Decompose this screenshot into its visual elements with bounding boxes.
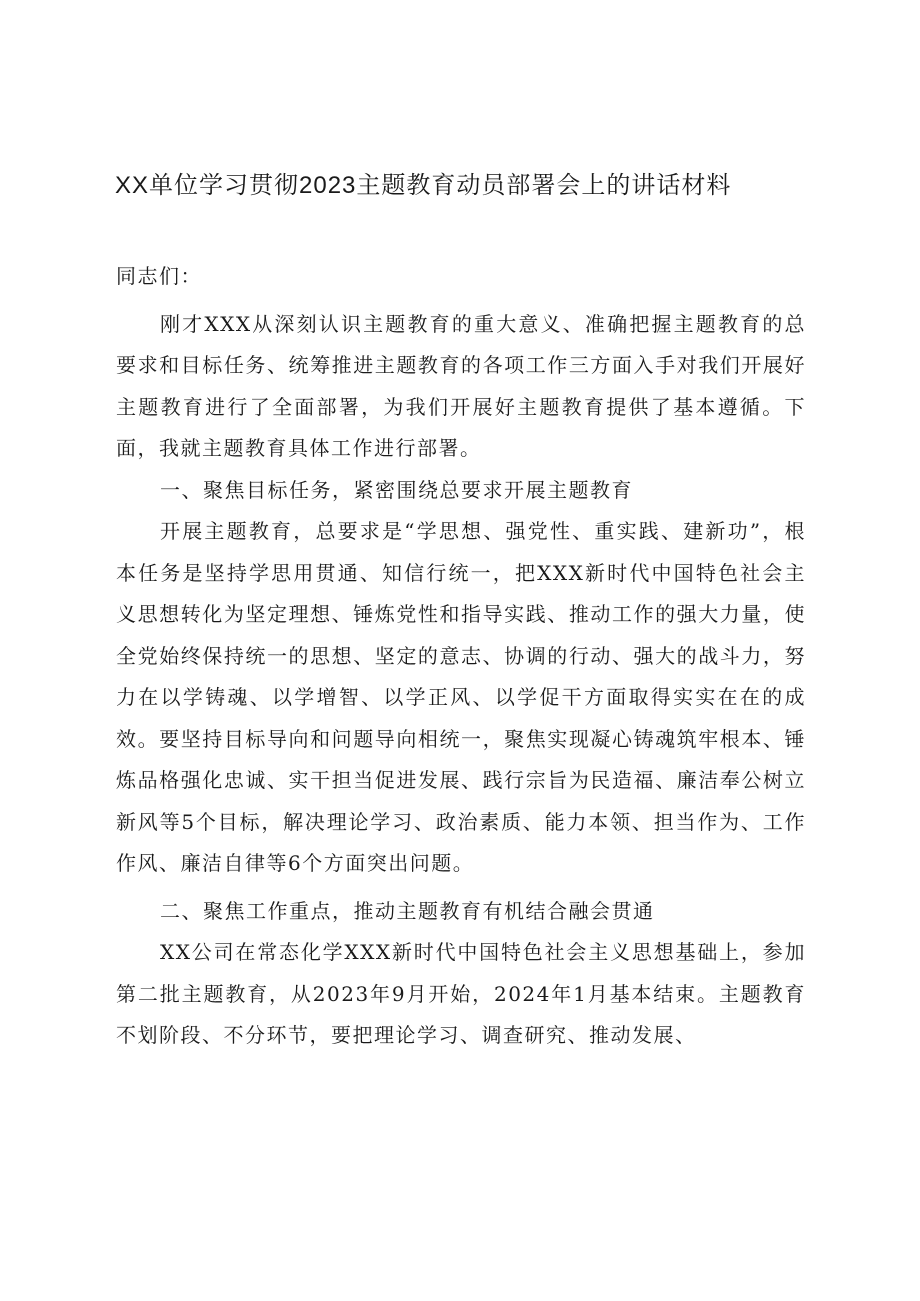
- section-heading-2: 二、聚焦工作重点，推动主题教育有机结合融会贯通: [160, 898, 655, 923]
- document-body: [116, 256, 806, 1057]
- salutation: 同志们：: [116, 264, 202, 288]
- section-heading-1: 一、聚焦目标任务，紧密围绕总要求开展主题教育: [160, 477, 633, 502]
- paragraph-section-1: 开展主题教育，总要求是“学思想、强党性、重实践、建新功”，根本任务是坚持学思用贯通、知信行统一，把XXX新时代中国特色社会主义思想转化为坚定理想、锤炼党性和指导实践、推动工作的强大力量，使全党始终保持统一的思想、坚定的意志、协调的行动、强大的战斗力，努力在以学铸魂、以学增智、以学正风、以学促干方面取得实实在在的成效。要坚持目标导向和问题导向相统一，聚焦实现凝心铸魂筑牢根本、锤炼品格强化忠诚、实干担当促进发展、践行宗旨为民造福、廉洁奉公树立新风等5个目标，解决理论学习、政治素质、能力本领、担当作为、工作作风、廉洁自律等6个方面突出问题。: [116, 519, 806, 875]
- paragraph-section-2: XX公司在常态化学XXX新时代中国特色社会主义思想基础上，参加第二批主题教育，从2023年9月开始，2024年1月基本结束。主题教育不划阶段、不分环节，要把理论学习、调查研究、推动发展、: [116, 940, 806, 1047]
- paragraph-intro: 刚才XXX从深刻认识主题教育的重大意义、准确把握主题教育的总要求和目标任务、统筹推进主题教育的各项工作三方面入手对我们开展好主题教育进行了全面部署，为我们开展好主题教育提供了基本遵循。下面，我就主题教育具体工作进行部署。: [116, 311, 806, 460]
- document-title: XX单位学习贯彻2023主题教育动员部署会上的讲话材料: [115, 172, 732, 199]
